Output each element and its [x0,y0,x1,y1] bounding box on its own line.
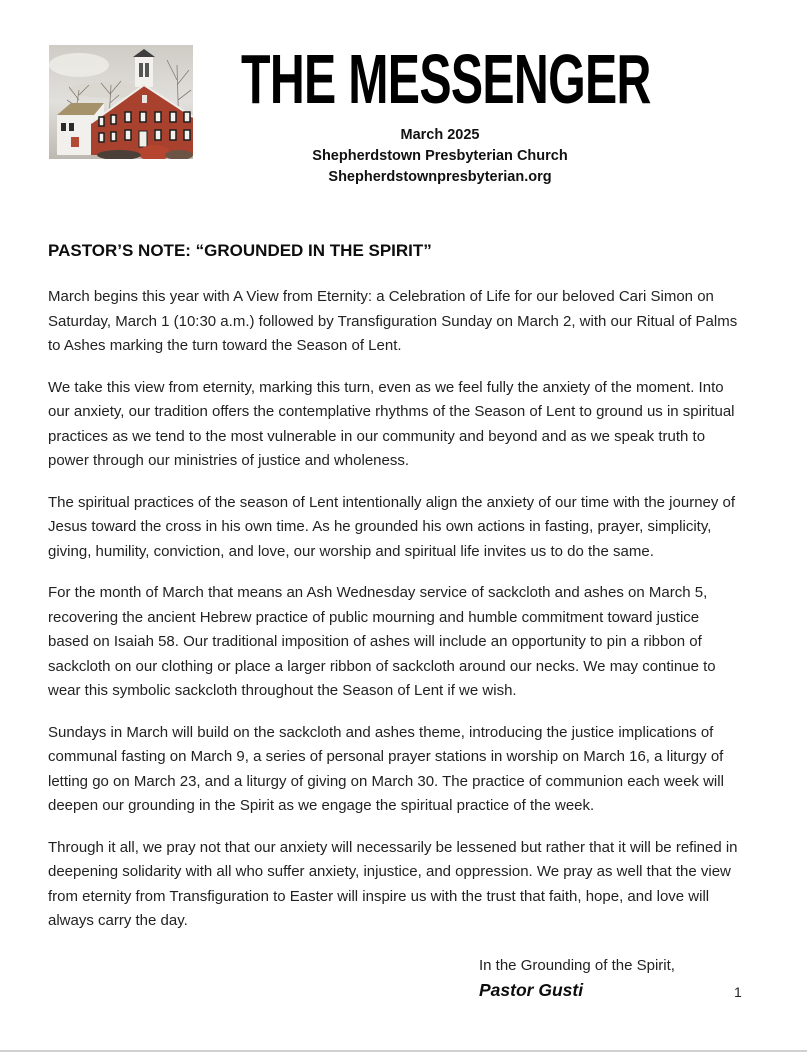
church-website: Shepherdstownpresbyterian.org [328,169,552,185]
issue-date: March 2025 [400,127,480,143]
article-heading: PASTOR’S NOTE: “GROUNDED IN THE SPIRIT” [48,241,432,260]
masthead-title [241,40,651,118]
paragraph-line: to Ashes marking the turn toward the Season of Lent. [48,337,402,354]
paragraph-line: The spiritual practices of the season of Lent intentionally align the anxiety of our time with the journey of [48,493,736,511]
paragraph-line: Jesus toward the cross in his own time. As he grounded his own actions in fasting, prayer, simplicity, [48,518,712,535]
paragraph-6 [48,836,788,934]
church-building-icon [49,45,193,159]
page-number: 1 [734,984,742,1000]
church-photo [49,45,193,159]
paragraph-line: For the month of March that means an Ash Wednesday service of sackcloth and ashes on March 5, [48,584,708,601]
paragraph-line: based on Isaiah 58. Our traditional imposition of ashes will include an opportunity to pin a ribbon of [48,633,702,650]
signature: Pastor Gusti [479,980,584,1000]
paragraph-5 [48,721,788,819]
paragraph-line: March begins this year with A View from Eternity: a Celebration of Life for our beloved Cari Simon on [48,288,714,305]
paragraph-2 [48,376,788,474]
paragraph-3 [48,491,788,565]
paragraph-line: deepen our grounding in the Spirit as we engage the spiritual practice of the week. [48,797,595,814]
paragraph-line: from eternity from Transfiguration to Easter will inspire us with the trust that faith, hope, and love will [48,887,710,905]
paragraph-line: deepening solidarity with all who suffer anxiety, injustice, and oppression. We pray as well that the view [48,863,731,880]
page-bottom-divider [0,1050,807,1052]
church-name: Shepherdstown Presbyterian Church [312,148,568,164]
paragraph-1 [48,285,788,359]
paragraph-4 [48,581,788,704]
paragraph-line: Through it all, we pray not that our anxiety will necessarily be lessened but rather that it will be refined in [48,838,738,856]
paragraph-line: Saturday, March 1 (10:30 a.m.) followed by Transfiguration Sunday on March 2, with our Ritual of Palms [48,312,738,330]
paragraph-line: sackcloth on our clothing or place a larger ribbon of sackcloth around our necks. We may continue to [48,657,716,675]
paragraph-line: always carry the day. [48,912,188,929]
paragraph-line: Sundays in March will build on the sackcloth and ashes theme, introducing the justice implications of [48,723,714,741]
paragraph-line: giving, humility, conviction, and love, our worship and spiritual life invites us to do the same. [48,542,654,560]
paragraph-line: practices as we tend to the most vulnerable in our community and beyond and as we speak truth to [48,427,706,445]
paragraph-line: our anxiety, our tradition offers the contemplative rhythms of the Season of Lent to ground us in spiritual [48,403,735,420]
paragraph-line: We take this view from eternity, marking this turn, even as we feel fully the anxiety of the moment. Into [48,378,724,396]
closing-salutation: In the Grounding of the Spirit, [479,957,675,974]
paragraph-line: recovering the ancient Hebrew practice of public mourning and humble commitment toward justice [48,608,700,626]
article-body [48,285,788,951]
masthead-info [240,125,640,188]
newsletter-title: THE MESSENGER [241,40,651,118]
paragraph-line: power through our ministries of justice and wholeness. [48,452,410,469]
paragraph-line: communal fasting on March 9, a series of personal prayer stations in worship on March 16, a liturgy of [48,748,724,765]
paragraph-line: letting go on March 23, and a liturgy of giving on March 30. The practice of communion each week will [48,772,724,790]
paragraph-line: wear this symbolic sackcloth throughout the Season of Lent if we wish. [48,682,517,699]
